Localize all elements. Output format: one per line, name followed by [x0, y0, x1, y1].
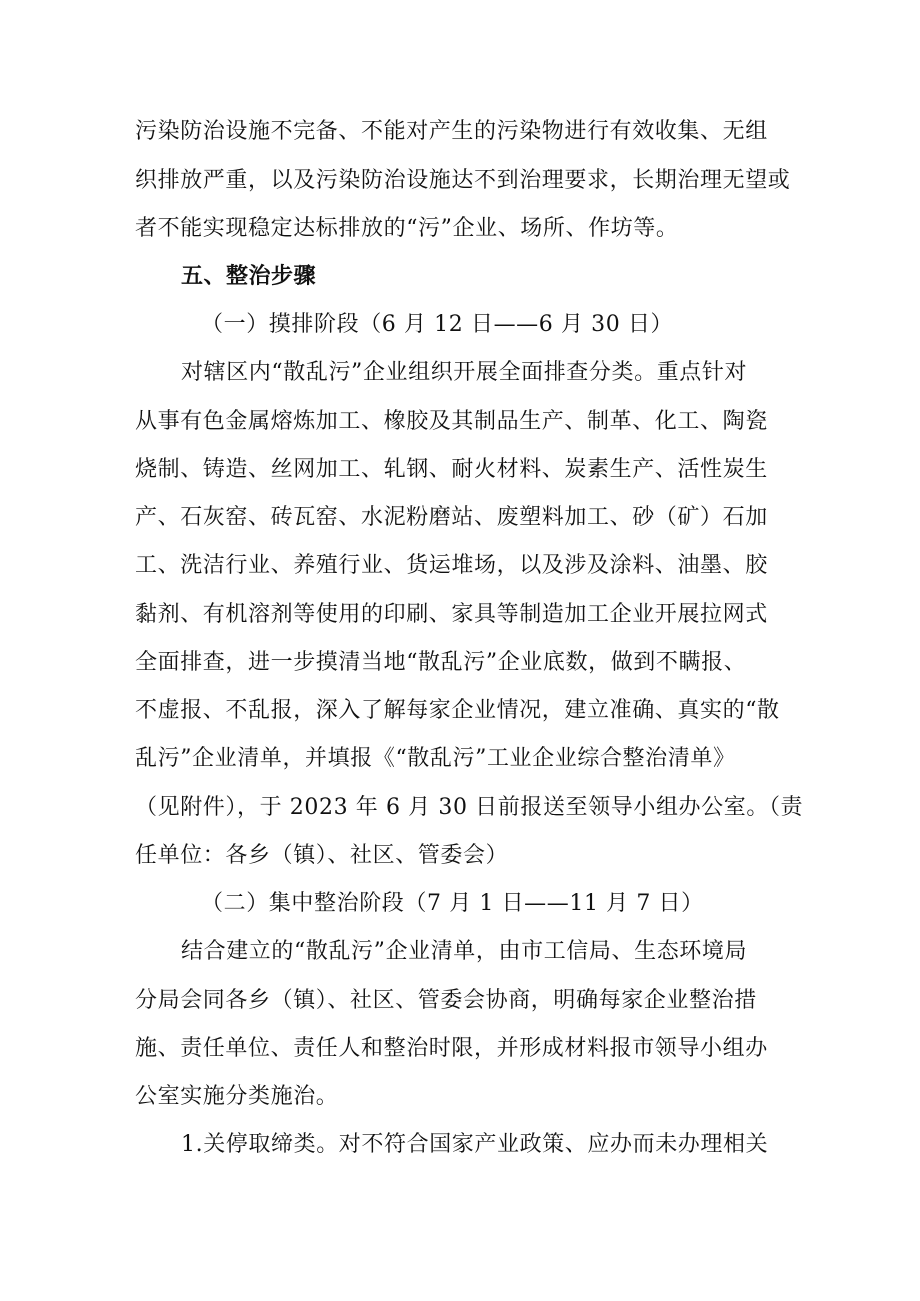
stage1-title: （一）摸排阶段（6 月 12 日——6 月 30 日）: [201, 312, 674, 337]
paragraph-line: 黏剂、有机溶剂等使用的印刷、家具等制造加工企业开展拉网式: [135, 602, 768, 627]
paragraph-line: 污染防治设施不完备、不能对产生的污染物进行有效收集、无组: [135, 119, 768, 144]
paragraph-line: 公室实施分类施治。: [135, 1084, 339, 1109]
paragraph-line: 施、责任单位、责任人和整治时限，并形成材料报市领导小组办: [135, 1036, 768, 1061]
paragraph-line: 任单位：各乡（镇）、社区、管委会）: [135, 843, 509, 868]
paragraph-line: 乱污”企业清单，并填报《“散乱污”工业企业综合整治清单》: [135, 746, 736, 771]
stage2-title: （二）集中整治阶段（7 月 1 日——11 月 7 日）: [201, 891, 704, 916]
paragraph-line: 工、洗洁行业、养殖行业、货运堆场，以及涉及涂料、油墨、胶: [135, 553, 768, 578]
paragraph-line: 者不能实现稳定达标排放的“污”企业、场所、作坊等。: [135, 216, 679, 241]
section-heading: 五、整治步骤: [181, 264, 317, 289]
paragraph-line: （见附件），于 2023 年 6 月 30 日前报送至领导小组办公室。（责: [135, 795, 804, 820]
item1-line: 1.关停取缔类。对不符合国家产业政策、应办而未办理相关: [181, 1132, 769, 1157]
paragraph-line: 分局会同各乡（镇）、社区、管委会协商，明确每家企业整治措: [135, 988, 757, 1013]
paragraph-line: 结合建立的“散乱污”企业清单，由市工信局、生态环境局: [181, 939, 748, 964]
paragraph-line: 从事有色金属熔炼加工、橡胶及其制品生产、制革、化工、陶瓷: [135, 409, 768, 434]
paragraph-line: 对辖区内“散乱污”企业组织开展全面排查分类。重点针对: [181, 360, 748, 385]
paragraph-line: 不虚报、不乱报，深入了解每家企业情况，建立准确、真实的“散: [135, 698, 780, 723]
paragraph-line: 织排放严重，以及污染防治设施达不到治理要求，长期治理无望或: [135, 168, 791, 193]
paragraph-line: 烧制、铸造、丝网加工、轧钢、耐火材料、炭素生产、活性炭生: [135, 457, 768, 482]
paragraph-line: 产、石灰窑、砖瓦窑、水泥粉磨站、废塑料加工、砂（矿）石加: [135, 505, 768, 530]
paragraph-line: 全面排查，进一步摸清当地“散乱污”企业底数，做到不瞒报、: [135, 650, 747, 675]
